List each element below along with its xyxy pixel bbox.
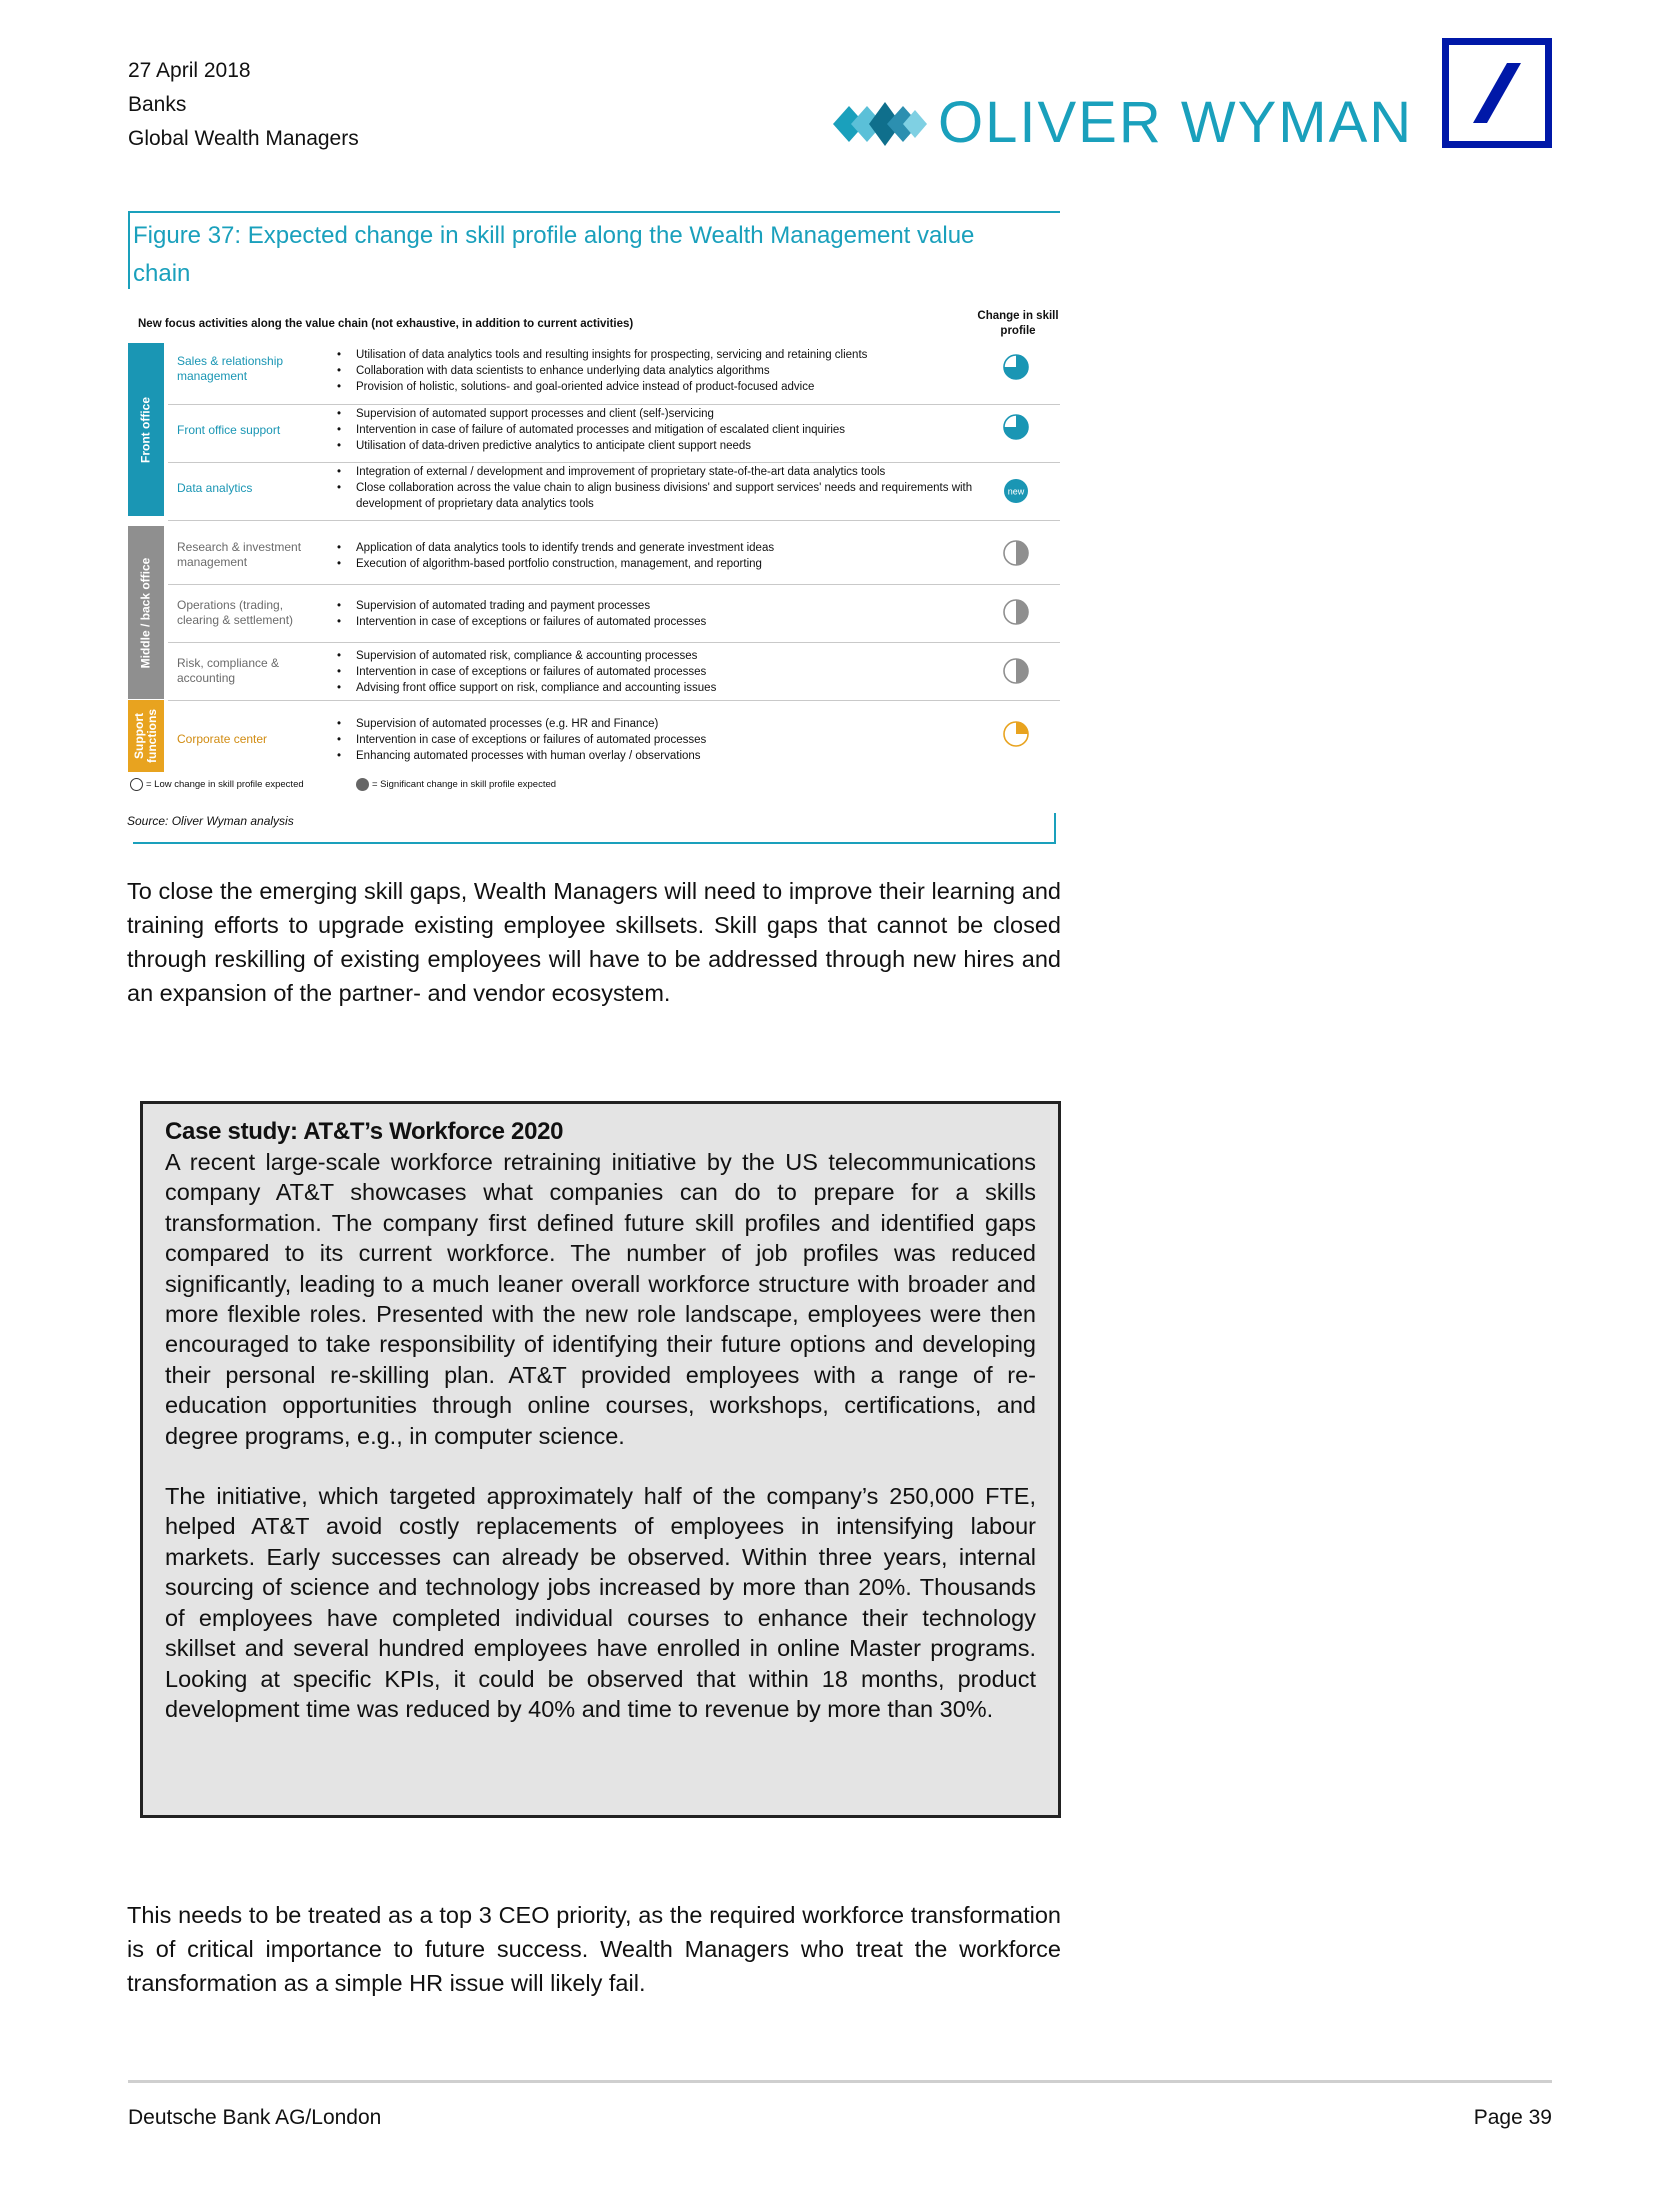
bullet-item: • Intervention in case of exceptions or failures of automated processes [334,664,974,680]
bullet-item: • Intervention in case of failure of automated processes and mitigation of escalated client inquiries [334,422,974,438]
row-bullets-operations [334,598,974,630]
row-divider [168,584,1060,585]
bullet-item: • Integration of external / development and improvement of proprietary state-of-the-art data analytics tools [334,464,974,480]
bullet-item: • Supervision of automated support processes and client (self-)servicing [334,406,974,422]
bullet-item: • Close collaboration across the value chain to align business divisions' and support services' needs and requirements with development of proprietary data analytics tools [334,480,974,512]
change-indicator-icon [1002,657,1030,685]
report-name: Global Wealth Managers [128,127,359,150]
legend-significant-text: = Significant change in skill profile expected [372,779,557,791]
empty-circle-icon [130,778,143,791]
indicator-fill [1016,659,1028,683]
case-study-title: Case study: AT&T’s Workforce 2020 [165,1118,564,1145]
change-indicator-icon [1002,539,1030,567]
figure-source: Source: Oliver Wyman analysis [127,814,294,828]
row-label-front-office-support: Front office support [177,423,281,437]
bullet-item: • Intervention in case of exceptions or failures of automated processes [334,614,974,630]
row-bullets-research-investment [334,540,974,572]
row-label-corporate-center: Corporate center [177,732,268,746]
figure-right-rule [1054,813,1056,844]
change-indicator-icon [1002,353,1030,381]
bullet-item: • Application of data analytics tools to identify trends and generate investment ideas [334,540,974,556]
row-divider [168,404,1060,405]
row-divider [168,642,1060,643]
page-number: Page 39 [1473,2106,1552,2129]
row-bullets-risk-compliance [334,648,974,696]
row-bullets-corporate-center [334,716,974,764]
figure-title: Figure 37: Expected change in skill profile along the Wealth Management value chain [133,222,975,287]
row-divider [168,462,1060,463]
oliver-wyman-wordmark: OLIVER WYMAN [938,90,1414,155]
row-bullets-sales-relationship [334,347,974,395]
bullet-item: • Execution of algorithm-based portfolio construction, management, and reporting [334,556,974,572]
legend-low-text: = Low change in skill profile expected [146,779,304,791]
deutsche-bank-logo-icon [1442,38,1552,148]
bullet-item: • Supervision of automated trading and payment processes [334,598,974,614]
legend-significant-change [356,778,556,791]
group-label-front-office: Front office [128,343,164,516]
footer-rule [128,2080,1552,2083]
bullet-item: • Utilisation of data-driven predictive analytics to anticipate client support needs [334,438,974,454]
bullet-item: • Supervision of automated processes (e.g. HR and Finance) [334,716,974,732]
case-study-box [140,1101,1061,1818]
oliver-wyman-logo-icon [833,96,927,152]
change-indicator-icon [1002,720,1030,748]
footer-publisher: Deutsche Bank AG/London [128,2106,382,2129]
group-label-middle-back-office: Middle / back office [128,526,164,699]
bullet-item: • Supervision of automated risk, compliance & accounting processes [334,648,974,664]
bullet-item: • Collaboration with data scientists to enhance underlying data analytics algorithms [334,363,974,379]
row-divider [168,700,1060,701]
change-indicator-icon [1002,477,1030,505]
new-badge-text: new [1007,486,1025,497]
row-bullets-front-office-support [334,406,974,454]
row-bullets-data-analytics [334,464,974,512]
case-study-paragraph: A recent large-scale workforce retraining initiative by the US telecommunications company AT&T showcases what companies can do to prepare for a skills transformation. The company first defined future skill profiles and identified gaps compared to its current workforce. The number of job profiles was reduced significantly, leading to a much leaner overall workforce structure with broader and more flexible roles. Presented with the new role landscape, employees were then encouraged to take responsibility of identifying their future options and developing their personal re-skilling plan. AT&T provided employees with a range of re-education opportunities through online courses, workshops, certifications, and degree programs, e.g., in computer science. [165,1149,1036,1449]
legend-low-change [130,778,304,791]
figure-top-rule [128,211,1060,213]
filled-circle-icon [356,778,369,791]
bullet-item: • Advising front office support on risk, compliance and accounting issues [334,680,974,696]
figure-bottom-rule [133,842,1056,844]
figure-column-header-activities: New focus activities along the value chain (not exhaustive, in addition to current activities) [138,318,634,330]
bullet-item: • Provision of holistic, solutions- and goal-oriented advice instead of product-focused advice [334,379,974,395]
report-meta [128,54,359,156]
indicator-fill [1016,600,1028,624]
report-date: 27 April 2018 [128,59,251,82]
change-indicator-icon [1002,598,1030,626]
report-sector: Banks [128,93,187,116]
row-divider [168,520,1060,521]
row-label-sales-relationship: Sales & relationship management [177,354,284,383]
row-label-risk-compliance: Risk, compliance & accounting [177,656,280,685]
row-label-data-analytics: Data analytics [177,481,253,495]
bullet-item: • Enhancing automated processes with human overlay / observations [334,748,974,764]
paragraph-skill-gaps: To close the emerging skill gaps, Wealth Managers will need to improve their learning and training efforts to upgrade existing employee skillsets. Skill gaps that cannot be closed through reskilling of existing employees will have to be addressed through new hires and an expansion of the partner- and vendor ecosystem. [127,878,1061,1006]
figure-left-rule [128,213,130,289]
bullet-item: • Utilisation of data analytics tools and resulting insights for prospecting, servicing and retaining clients [334,347,974,363]
case-study-paragraph: The initiative, which targeted approximately half of the company’s 250,000 FTE, helped AT&T avoid costly replacements of employees in intensifying labour markets. Early successes can already be observed. Within three years, internal sourcing of science and technology jobs increased by more than 20%. Thousands of employees have completed individual courses to enhance their technology skillset and several hundred employees have enrolled in online Master programs. Looking at specific KPIs, it could be observed that within 18 months, product development time was reduced by 40% and time to revenue by more than 30%. [165,1483,1036,1722]
row-label-operations: Operations (trading, clearing & settlement) [177,598,294,627]
indicator-fill [1016,722,1028,734]
row-label-research-investment: Research & investment management [177,540,302,569]
paragraph-ceo-priority: This needs to be treated as a top 3 CEO priority, as the required workforce transformation is of critical importance to future success. Wealth Managers who treat the workforce transformation as a simple HR issue will likely fail. [127,1902,1061,1996]
group-label-support-functions: Support functions [128,700,164,772]
change-indicator-icon [1002,413,1030,441]
figure-column-header-change: Change in skill profile [977,310,1059,337]
indicator-fill [1016,541,1028,565]
bullet-item: • Intervention in case of exceptions or failures of automated processes [334,732,974,748]
